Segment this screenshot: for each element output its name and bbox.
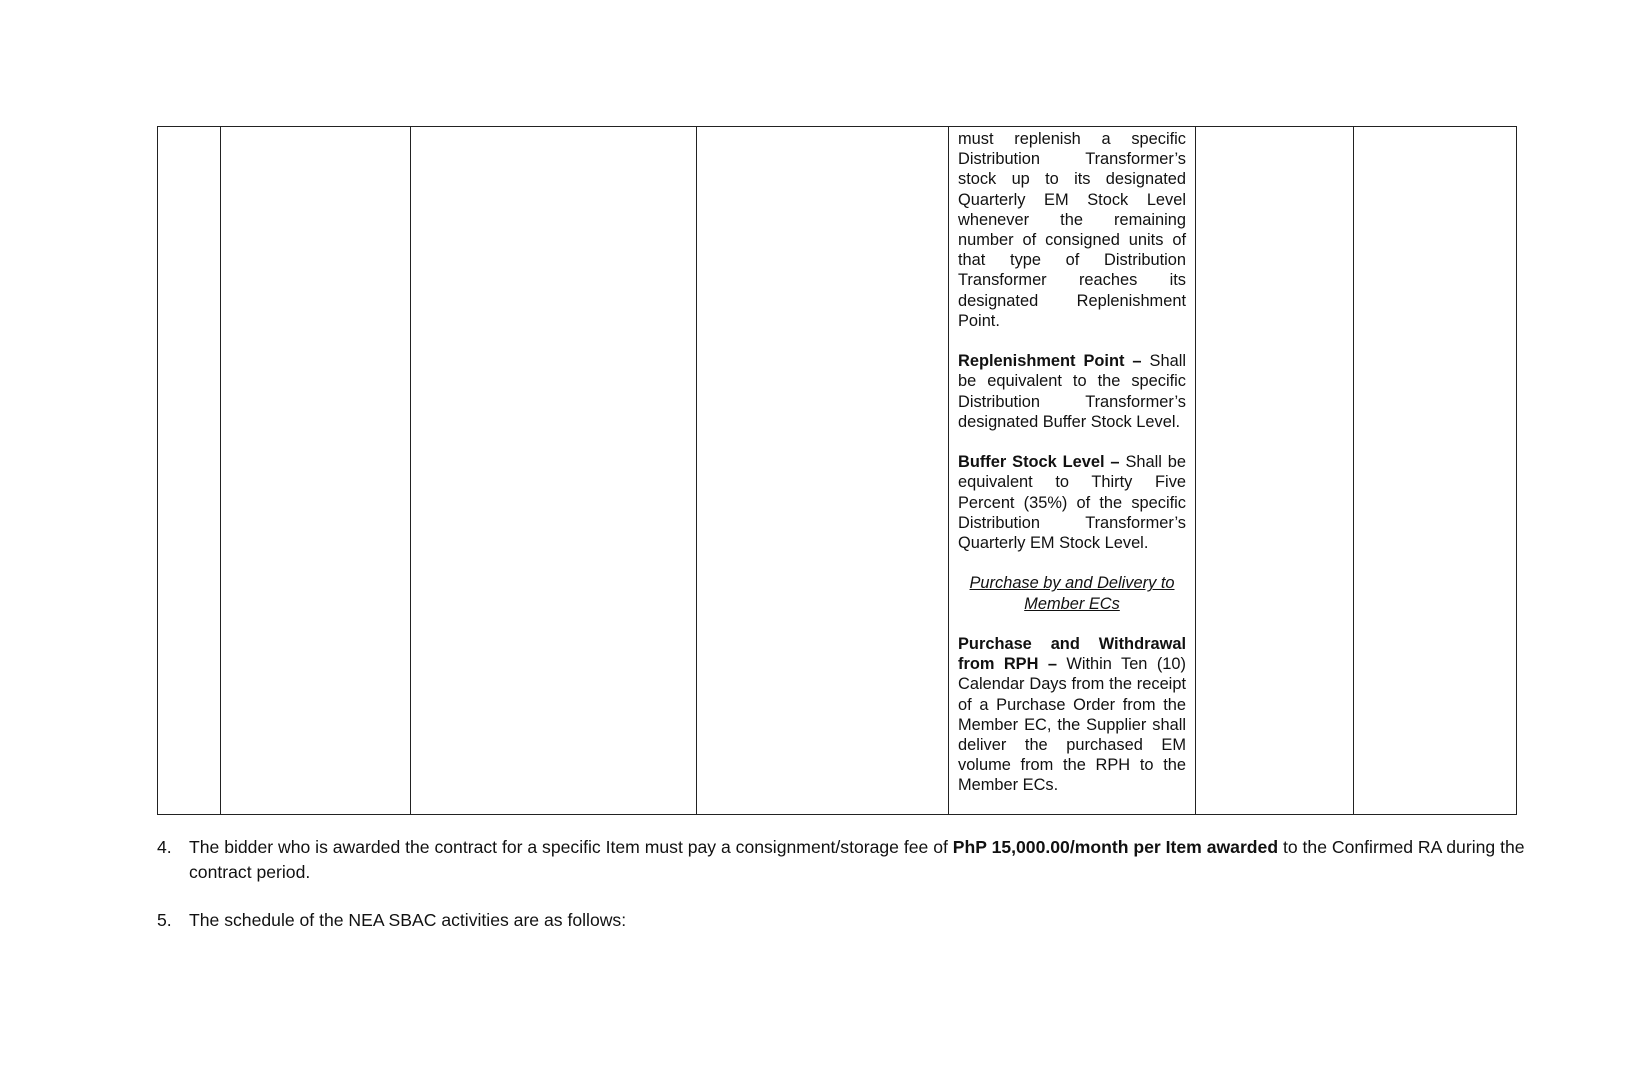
table-cell-col1 (158, 127, 221, 815)
table-cell-col3 (411, 127, 697, 815)
table-cell-col2 (221, 127, 411, 815)
item-number: 4. (157, 837, 172, 857)
replenishment-point-term: Replenishment Point – (958, 352, 1142, 371)
replenishment-point-text: Shall be equivalent to the specific Distribution Transformer’s designated Buffer Stock Level. (958, 352, 1186, 431)
item-number: 5. (157, 910, 172, 930)
purchase-delivery-subheading: Purchase by and Delivery to Member ECs (969, 574, 1175, 613)
item-text: The schedule of the NEA SBAC activities are as follows: (189, 910, 627, 930)
item-text-after: to the Confirmed RA during the contract period. (189, 837, 1525, 882)
replenishment-point-definition (958, 351, 1186, 432)
buffer-stock-definition (958, 452, 1186, 553)
buffer-stock-text: Shall be equivalent to Thirty Five Percent (35%) of the specific Distribution Transformer’s Quarterly EM Stock Level. (958, 453, 1187, 553)
table-row (158, 127, 1517, 815)
numbered-item-5 (157, 908, 1527, 933)
specifications-table (157, 126, 1517, 815)
purchase-withdrawal-term: Purchase and Withdrawal from RPH – (958, 635, 1186, 674)
table-cell-specifications-text (949, 127, 1196, 815)
item-text (189, 835, 1527, 884)
item-fee-amount: PhP 15,000.00/month per Item awarded (952, 837, 1279, 857)
table-cell-col7 (1354, 127, 1517, 815)
buffer-stock-term: Buffer Stock Level – (958, 453, 1120, 472)
table-cell-col4 (697, 127, 949, 815)
purchase-withdrawal-text: Within Ten (10) Calendar Days from the receipt of a Purchase Order from the Member EC, the Supplier shall deliver the purchased EM volume from the RPH to the Member ECs. (958, 655, 1186, 795)
item-text-before: The bidder who is awarded the contract for a specific Item must pay a consignment/storage fee of (189, 837, 948, 857)
numbered-item-4 (157, 835, 1527, 884)
purchase-withdrawal-definition (958, 634, 1186, 796)
replenishment-paragraph: must replenish a specific Distribution Transformer’s stock up to its designated Quarterly EM Stock Level whenever the remaining number of consigned units of that type of Distribution Transformer reaches its designated Replenishment Point. (958, 130, 1186, 330)
table-cell-col6 (1196, 127, 1354, 815)
